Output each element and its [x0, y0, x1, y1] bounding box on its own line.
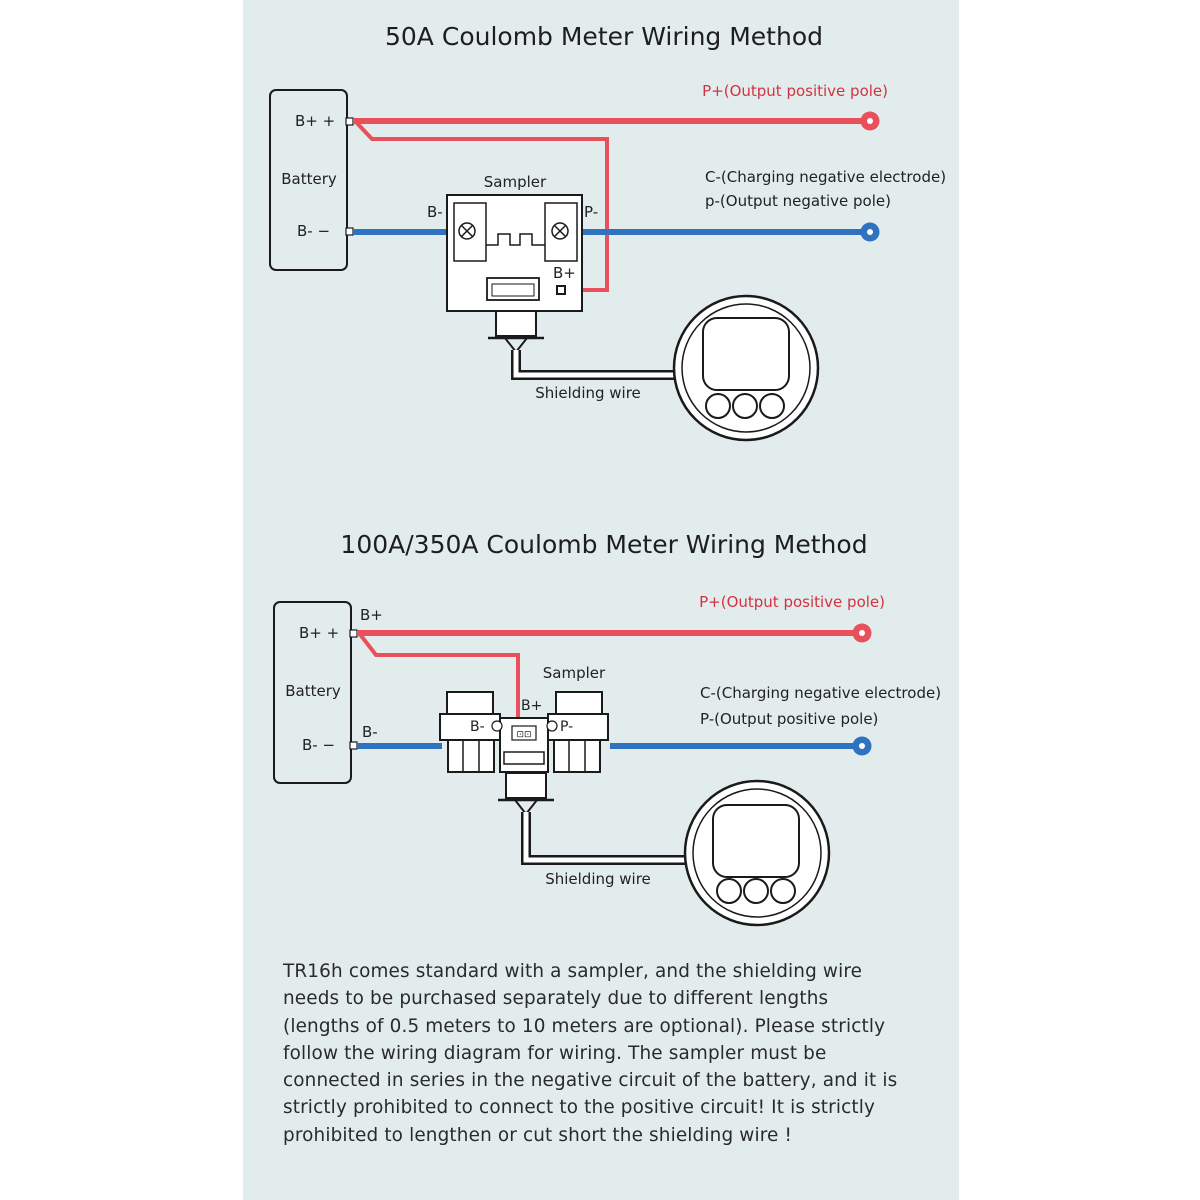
shielding-wire-100a-core [526, 812, 690, 860]
p-minus-label-50a: p-(Output negative pole) [705, 192, 891, 210]
c-minus-label-100a: C-(Charging negative electrode) [700, 684, 942, 702]
sampler-100a-label: Sampler [542, 664, 606, 682]
sampler-100a-b-minus: B- [470, 719, 485, 735]
shielding-wire-50a [516, 350, 675, 375]
diagram-100a [274, 530, 941, 925]
diagram-50a [270, 22, 946, 440]
c-minus-label-50a: C-(Charging negative electrode) [705, 168, 947, 186]
svg-text:⊡⊡: ⊡⊡ [516, 730, 532, 740]
note-line: prohibited to lengthen or cut short the shielding wire ! [283, 1124, 793, 1146]
p-minus-label-100a: P-(Output positive pole) [700, 710, 879, 728]
wiring-note [283, 958, 943, 1149]
shielding-wire-100a-label: Shielding wire [545, 870, 651, 888]
note-line: follow the wiring diagram for wiring. The sampler must be [283, 1042, 827, 1064]
wire-100a-b-minus: B- [362, 723, 378, 741]
battery-100a-neg-post [350, 742, 357, 749]
sampler-50a [447, 173, 582, 311]
p-minus-terminal-50a-center [867, 229, 873, 235]
wire-100a-b-plus: B+ [360, 606, 383, 624]
battery-50a-neg-post [346, 228, 353, 235]
connector-100a [498, 773, 554, 814]
p-plus-label-100a: P+(Output positive pole) [699, 593, 885, 611]
note-line: TR16h comes standard with a sampler, and the shielding wire [283, 961, 863, 982]
sampler-100a [440, 664, 608, 772]
p-plus-terminal-100a-center [859, 630, 865, 636]
p-minus-terminal-100a-center [859, 743, 865, 749]
sampler-50a-b-minus: B- [427, 203, 443, 221]
p-plus-terminal-50a-center [867, 118, 873, 124]
note-line: strictly prohibited to connect to the positive circuit! It is strictly [283, 1097, 876, 1119]
battery-100a-pos-terminal: B+ + [299, 624, 340, 642]
battery-50a-pos-post [346, 118, 353, 125]
battery-50a-label: Battery [281, 170, 337, 188]
sampler-100a-p-minus: P- [560, 719, 574, 735]
meter-100a [685, 781, 829, 925]
battery-100a-label: Battery [285, 682, 341, 700]
p-plus-label-50a: P+(Output positive pole) [702, 82, 888, 100]
note-line: connected in series in the negative circuit of the battery, and it is [283, 1070, 898, 1092]
sampler-100a-b-plus: B+ [521, 698, 543, 714]
battery-50a-pos-terminal: B+ + [295, 112, 336, 130]
shielding-wire-50a-label: Shielding wire [535, 384, 641, 402]
sampler-50a-b-plus: B+ [553, 264, 576, 282]
battery-50a-neg-terminal: B- − [297, 222, 331, 240]
diagram-100a-title: 100A/350A Coulomb Meter Wiring Method [340, 530, 868, 559]
shielding-wire-100a [526, 812, 690, 860]
note-line: needs to be purchased separately due to different lengths [283, 988, 829, 1010]
sampler-50a-label: Sampler [483, 173, 547, 191]
battery-100a-pos-post [350, 630, 357, 637]
note-line: (lengths of 0.5 meters to 10 meters are optional). Please strictly [283, 1015, 886, 1037]
sampler-50a-p-minus: P- [584, 203, 599, 221]
meter-50a [674, 296, 818, 440]
battery-100a-neg-terminal: B- − [302, 736, 336, 754]
diagram-50a-title: 50A Coulomb Meter Wiring Method [385, 22, 823, 51]
connector-50a [488, 311, 544, 352]
